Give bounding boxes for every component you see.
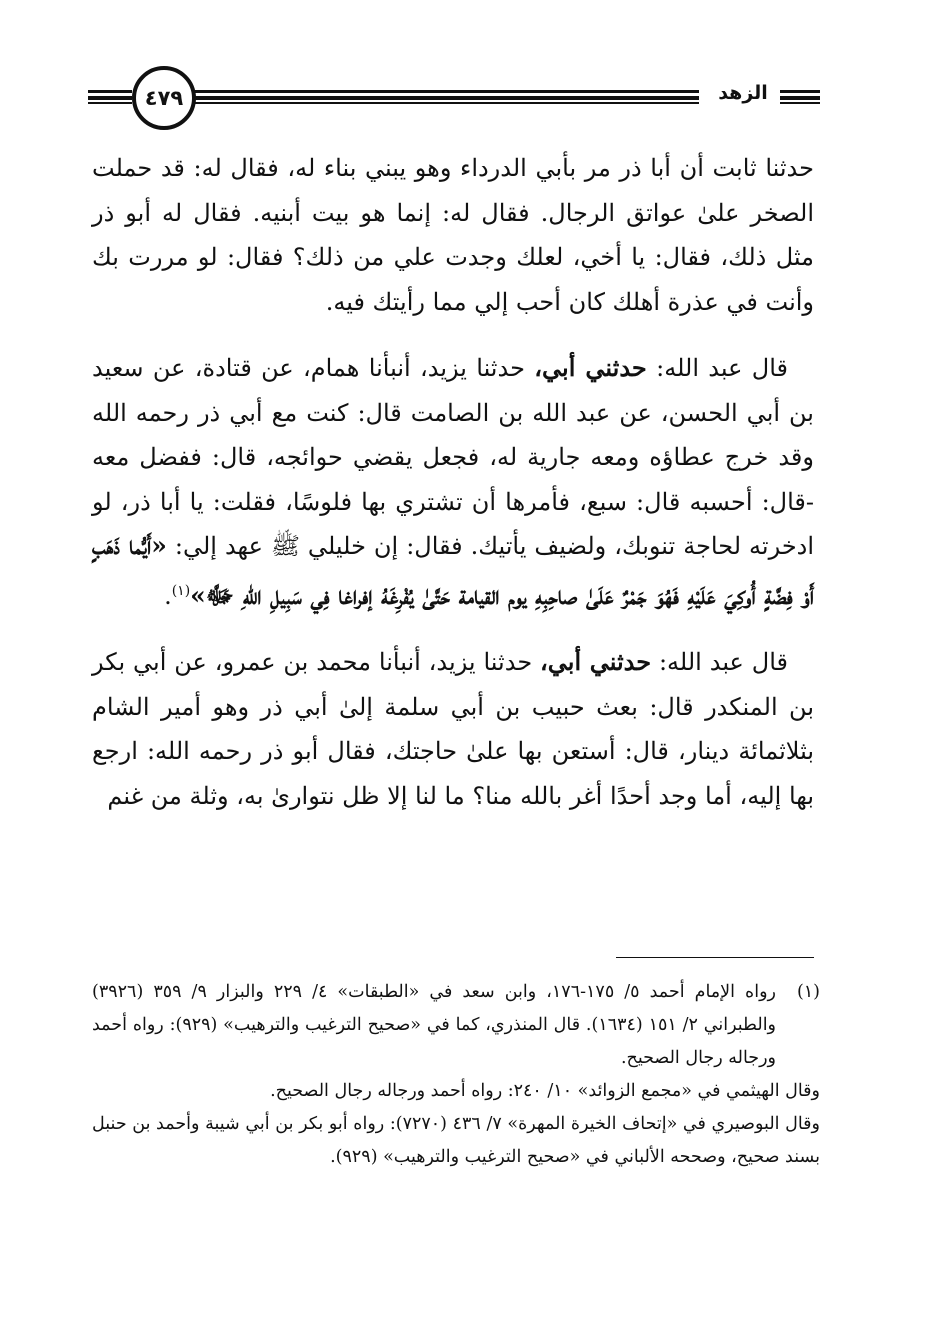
paragraph-2 — [92, 346, 814, 618]
header-rule-right — [780, 90, 820, 104]
header-rule-left — [88, 90, 132, 104]
footnote-separator — [616, 957, 814, 958]
paragraph-3-narrator: حدثني أبي، — [540, 647, 652, 676]
footnote-1-text: رواه الإمام أحمد ٥/ ١٧٥-١٧٦، وابن سعد في «الطبقات» ٤/ ٢٢٩ والبزار ٩/ ٣٥٩ (٣٩٢٦) والطبراني ٢/ ١٥١ (١٦٣٤). قال المنذري، كما في «صحيح الترغيب والترهيب» (٩٢٩): رواه أحمد ورجاله رجال الصحيح. — [92, 982, 777, 1068]
paragraph-2-intro: قال عبد الله: — [656, 354, 789, 382]
main-text — [92, 146, 814, 818]
paragraph-3-text: حدثنا يزيد، أنبأنا محمد بن عمرو، عن أبي بكر بن المنكدر قال: بعث حبيب بن أبي سلمة إلىٰ أبي ذر وهو أمير الشام بثلاثمائة دينار، قال: أستعن بها علىٰ حاجتك، فقال أبو ذر رحمه الله: ارجع بها إليه، أما وجد أحدًا أغر بالله منا؟ ما لنا إلا ظل نتوارىٰ به، وثلة من غنم — [92, 648, 814, 810]
page-number-badge — [132, 66, 196, 130]
footnote-1-paragraph-3: وقال البوصيري في «إتحاف الخيرة المهرة» ٧/ ٤٣٦ (٧٢٧٠): رواه أبو بكر بن أبي شيبة وأحمد بن حنبل بسند صحيح، وصححه الألباني في «صحيح الترغيب والترهيب» (٩٢٩). — [92, 1114, 820, 1167]
footnote-1-number: (١) — [796, 982, 820, 1002]
paragraph-2-end: . — [164, 581, 172, 610]
header-rule-middle — [194, 90, 699, 104]
running-head-title: الزهد — [718, 82, 768, 104]
page-number: ٤٧٩ — [144, 86, 184, 110]
paragraph-2-narrator: حدثني أبي، — [534, 353, 647, 382]
page-header — [88, 64, 820, 128]
footnotes — [92, 976, 820, 1174]
paragraph-3 — [92, 640, 814, 818]
paragraph-1: حدثنا ثابت أن أبا ذر مر بأبي الدرداء وهو يبني بناء له، فقال له: قد حملت الصخر علىٰ عواتق الرجال. فقال له: إنما هو بيت أبنيه. فقال له أبو ذر مثل ذلك، فقال: يا أخي، لعلك وجدت علي من ذلك؟ فقال: لو مررت بك وأنت في عذرة أهلك كان أحب إلي مما رأيتك فيه. — [92, 154, 814, 316]
paragraph-2-hadith: «أَيُّما ذَهَبٍ أَوْ فِضَّةٍ أُوكِيَ عَلَيْهِ فَهُوَ جَمْرٌ عَلَىٰ صاحِبِهِ يوم القيامة حَتَّىٰ يُفْرِغَهُ إفراغا فِي سَبِيلِ اللهِ ﷻ» — [92, 531, 814, 610]
paragraph-3-intro: قال عبد الله: — [658, 648, 788, 676]
footnote-marker-1[interactable]: (١) — [171, 582, 191, 599]
footnote-1 — [92, 976, 820, 1075]
footnote-1-paragraph-2: وقال الهيثمي في «مجمع الزوائد» ١٠/ ٢٤٠: رواه أحمد ورجاله رجال الصحيح. — [270, 1081, 820, 1101]
paragraph-2-text: حدثنا يزيد، أنبأنا همام، عن قتادة، عن سعيد بن أبي الحسن، عن عبد الله بن الصامت قال: كنت مع أبي ذر رحمه الله وقد خرج عطاؤه ومعه جارية له، فجعل يقضي حوائجه، قال: ففضل معه -قال: أحسبه قال: سبع، فأمرها أن تشتري بها فلوسًا، فقلت: يا أبا ذر، لو ادخرته لحاجة تنوبك، ولضيف يأتيك. فقال: إن خليلي ﷺ عهد إلي: — [92, 354, 815, 560]
